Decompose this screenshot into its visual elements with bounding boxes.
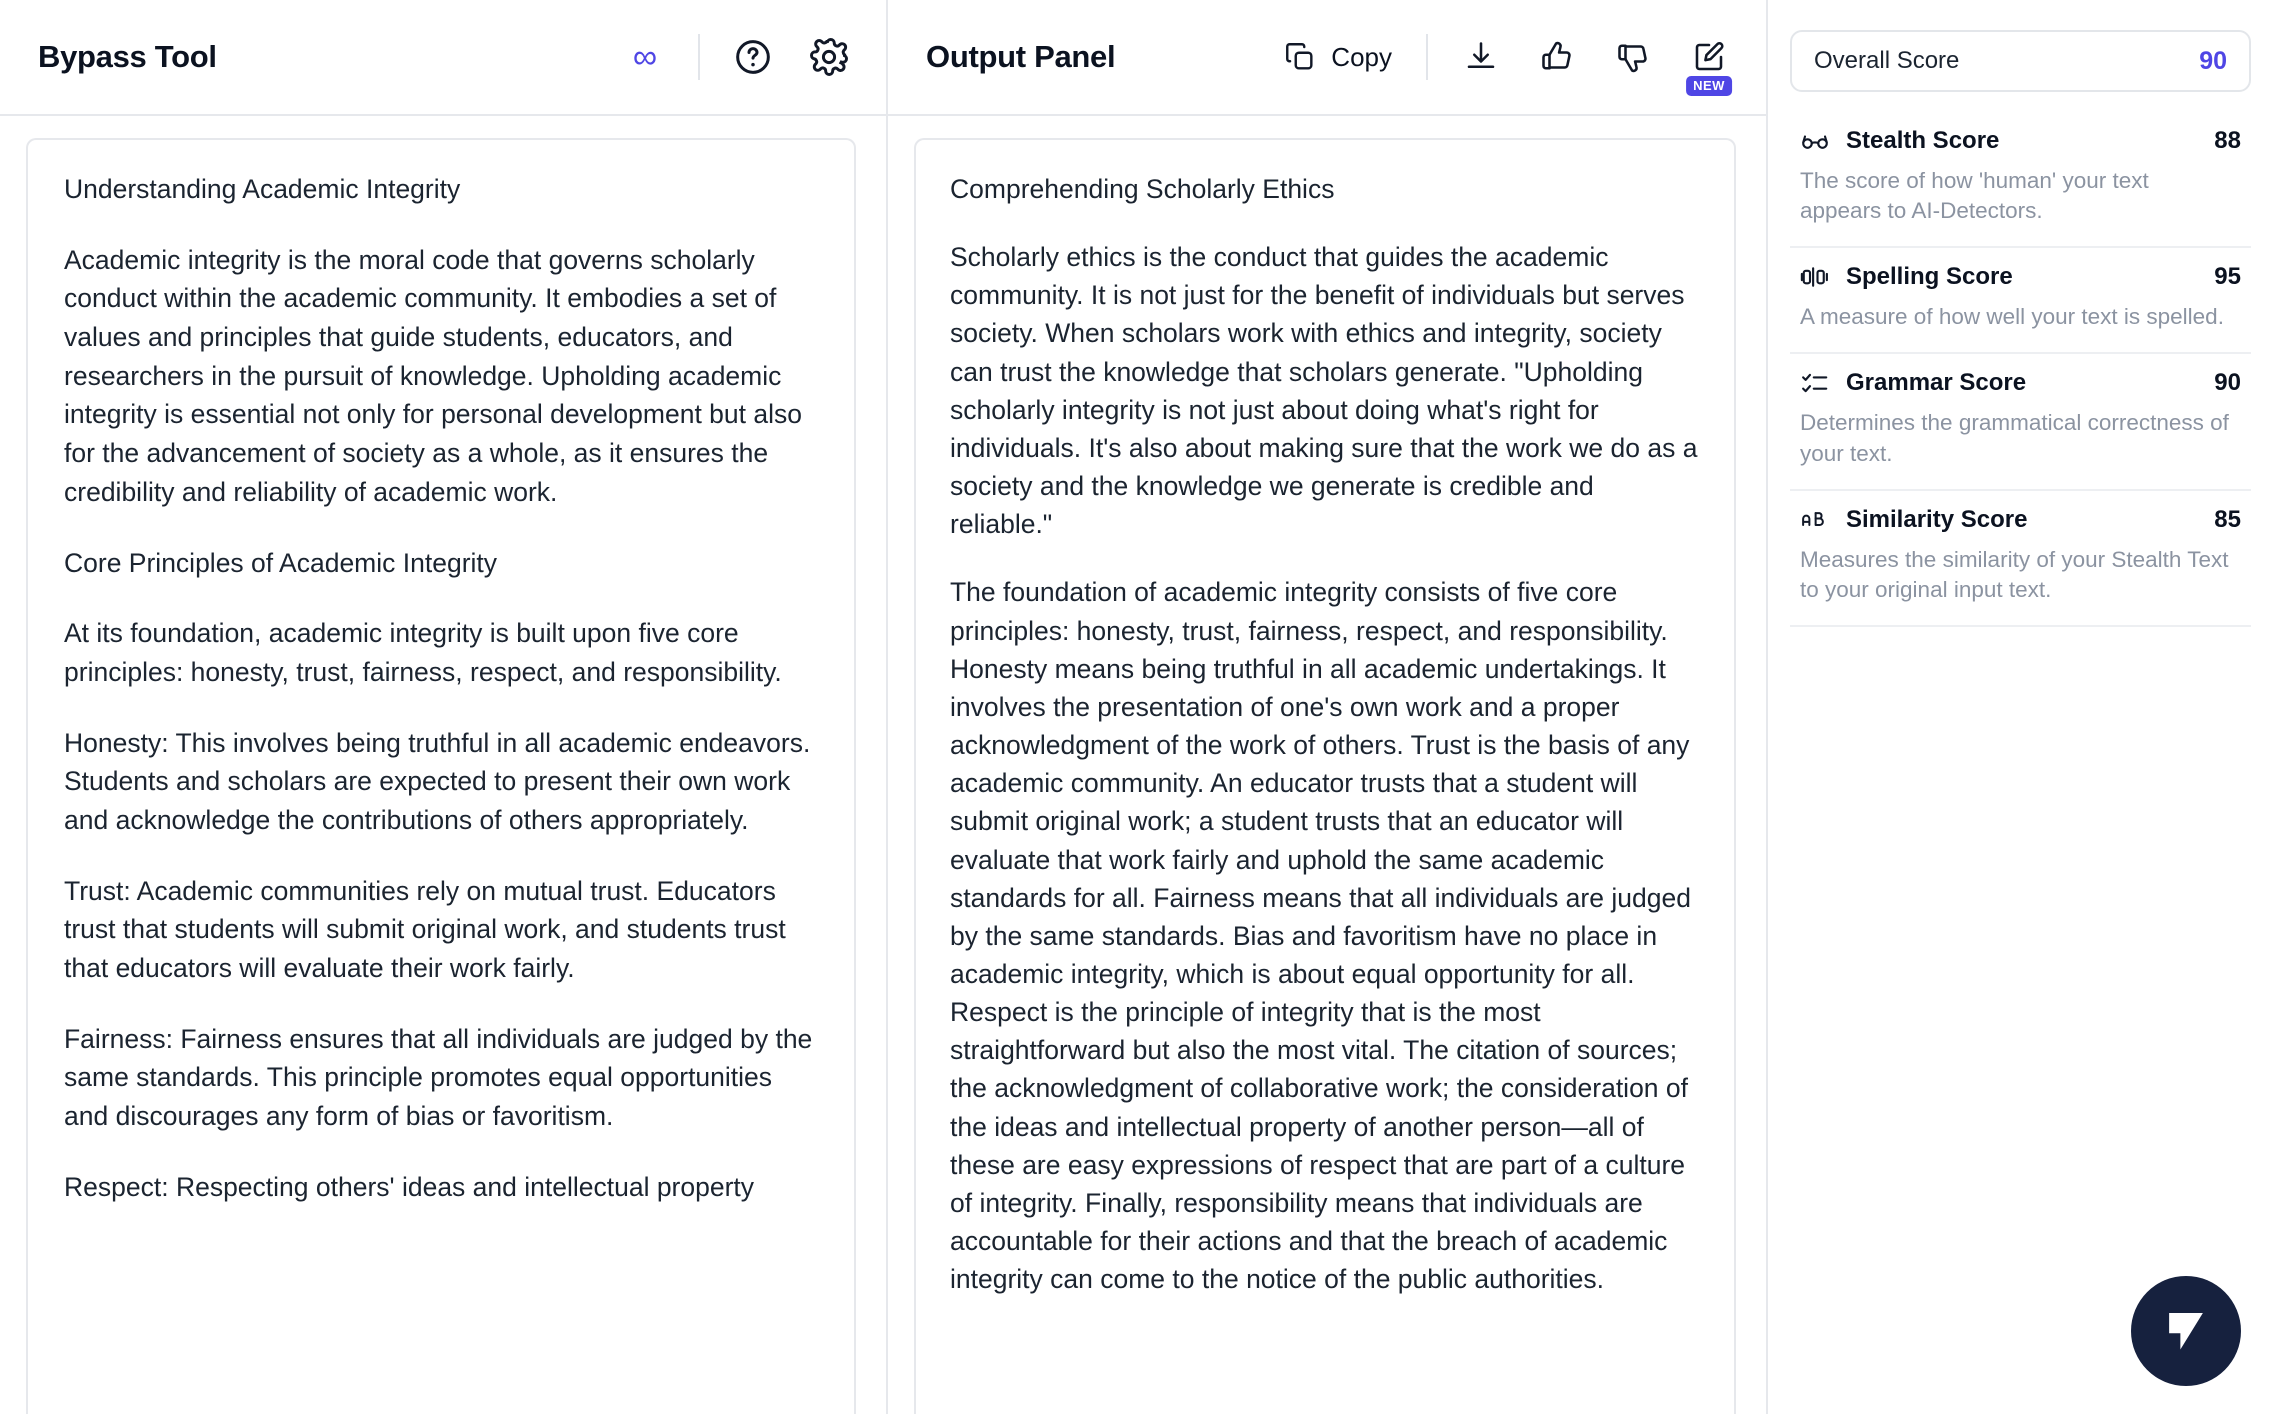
- chat-icon: [2159, 1304, 2213, 1358]
- output-heading: Comprehending Scholarly Ethics: [950, 174, 1335, 204]
- grammar-score-value: 90: [2214, 369, 2241, 397]
- input-paragraph: Honesty: This involves being truthful in all academic endeavors. Students and scholars are expected to present their own work and acknowledge the contributions of others appropriately.: [64, 727, 811, 835]
- spellcheck-icon: [1800, 262, 1830, 292]
- spelling-score-value: 95: [2214, 263, 2241, 291]
- input-paragraph: Academic integrity is the moral code that governs scholarly conduct within the academic community. It embodies a set of values and principles that guide students, educators, and researchers in the pursuit of knowledge. Upholding academic integrity is essential not only for personal development but also for the advancement of society as a whole, as it ensures the credibility and reliability of academic work.: [64, 244, 803, 507]
- input-paragraph: At its foundation, academic integrity is built upon five core principles: honesty, trust, fairness, respect, and responsibility.: [64, 618, 782, 687]
- similarity-score-description: Measures the similarity of your Stealth Text to your original input text.: [1800, 546, 2229, 602]
- output-text-area[interactable]: [914, 138, 1736, 1414]
- new-badge: NEW: [1686, 76, 1732, 96]
- infinity-glyph: ∞: [632, 38, 658, 76]
- chat-support-button[interactable]: [2131, 1276, 2241, 1386]
- output-paragraph: Scholarly ethics is the conduct that guides the academic community. It is not just for the benefit of individuals but serves society. When scholars work with ethics and integrity, society can trust the knowledge that scholars generate. "Upholding scholarly integrity is not just about doing what's right for individuals. It's also about making sure that the work we do as a society and the knowledge we generate is credible and reliable.": [950, 242, 1698, 540]
- edit-icon[interactable]: [1686, 34, 1732, 94]
- stealth-score-row: [1800, 126, 2241, 156]
- bypass-tool-panel: [0, 0, 888, 1414]
- divider: [698, 34, 700, 80]
- output-paragraph: The foundation of academic integrity consists of five core principles: honesty, trust, fairness, respect, and responsibility. Honesty means being truthful in all academic undertakings. It involves the presentation of one's own work and a proper acknowledgment of the work of others. Trust is the basis of any academic community. An educator trusts that a student will submit original work; a student trusts that an educator will evaluate that work fairly and uphold the same academic standards for all. Fairness means that all individuals are judged by the same standards. Bias and favoritism have no place in academic integrity, which is about equal opportunity for all. Respect is the principle of integrity that is the most straightforward but also the most vital. The citation of sources; the acknowledgment of collaborative work; the consideration of the ideas and intellectual property of another person—all of these are easy expressions of respect that are part of a culture of integrity. Finally, responsibility means that individuals are accountable for their actions and that the breach of academic integrity can come to the notice of the public authorities.: [950, 577, 1691, 1295]
- input-paragraph: Fairness: Fairness ensures that all individuals are judged by the same standards. This principle promotes equal opportunities and discourages any form of bias or favoritism.: [64, 1023, 813, 1132]
- similarity-score-item: [1790, 491, 2251, 627]
- grammar-score-row: [1800, 368, 2241, 398]
- divider: [1426, 34, 1428, 80]
- copy-button[interactable]: [1279, 34, 1396, 80]
- infinity-icon[interactable]: [622, 34, 668, 80]
- similarity-score-row: [1800, 505, 2241, 535]
- spelling-score-item: [1790, 248, 2251, 354]
- input-heading: Understanding Academic Integrity: [64, 174, 461, 204]
- similarity-score-value: 85: [2214, 505, 2241, 533]
- help-icon[interactable]: [730, 34, 776, 80]
- output-panel-title: Output Panel: [926, 39, 1116, 74]
- ab-icon: [1800, 505, 1830, 535]
- input-paragraph: Respect: Respecting others' ideas and intellectual property: [64, 1171, 755, 1202]
- glasses-icon: [1800, 126, 1830, 156]
- bypass-tool-actions: [622, 34, 852, 80]
- overall-score-label: Overall Score: [1814, 47, 1960, 74]
- stealth-score-description: The score of how 'human' your text appears to AI-Detectors.: [1800, 168, 2149, 224]
- similarity-score-label: Similarity Score: [1846, 505, 2028, 533]
- output-panel-header: [888, 0, 1766, 116]
- thumbs-down-icon[interactable]: [1610, 34, 1656, 80]
- bypass-tool-header: [0, 0, 886, 116]
- grammar-score-description: Determines the grammatical correctness of your text.: [1800, 410, 2229, 466]
- grammar-score-label: Grammar Score: [1846, 369, 2027, 397]
- download-icon[interactable]: [1458, 34, 1504, 80]
- overall-score-card: [1790, 30, 2251, 92]
- spelling-score-description: A measure of how well your text is spelled.: [1800, 304, 2224, 330]
- checklist-icon: [1800, 368, 1830, 398]
- spelling-score-label: Spelling Score: [1846, 263, 2013, 291]
- page-title: Bypass Tool: [38, 39, 217, 74]
- output-panel-actions: [1279, 34, 1732, 94]
- input-paragraph: Trust: Academic communities rely on mutual trust. Educators trust that students will submit original work, and students trust that educators will evaluate their work fairly.: [64, 875, 786, 983]
- copy-icon: [1283, 40, 1317, 74]
- grammar-score-item: [1790, 354, 2251, 490]
- settings-gear-icon[interactable]: [806, 34, 852, 80]
- copy-label: Copy: [1331, 41, 1392, 72]
- stealth-score-label: Stealth Score: [1846, 127, 2000, 154]
- spelling-score-row: [1800, 262, 2241, 292]
- input-textarea[interactable]: [26, 138, 856, 1414]
- input-subheading: Core Principles of Academic Integrity: [64, 547, 498, 578]
- scores-panel: [1768, 0, 2275, 1414]
- input-editor-wrap: [0, 116, 886, 1414]
- output-panel: [888, 0, 1768, 1414]
- overall-score-value: 90: [2199, 46, 2227, 75]
- stealth-score-value: 88: [2214, 127, 2241, 154]
- thumbs-up-icon[interactable]: [1534, 34, 1580, 80]
- stealth-score-item: [1790, 112, 2251, 248]
